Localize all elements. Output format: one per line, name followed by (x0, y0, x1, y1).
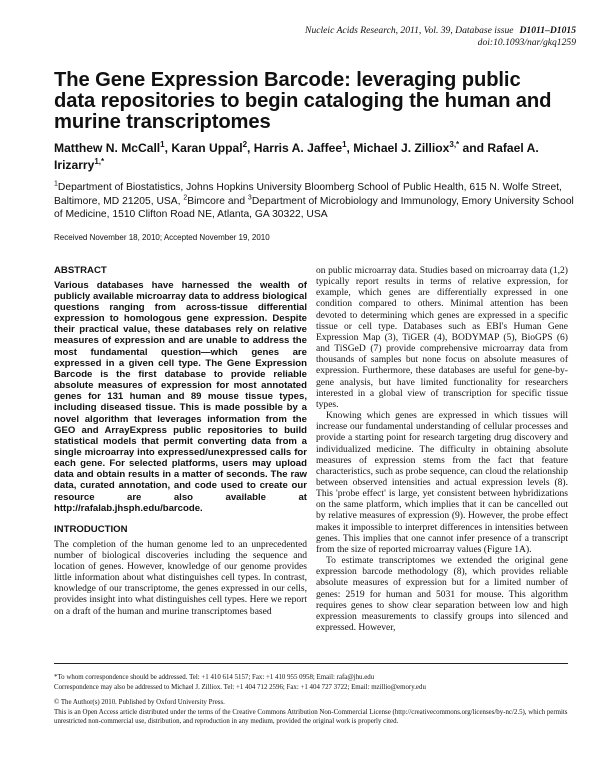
journal-citation: Nucleic Acids Research, 2011, Vol. 39, Database issue (305, 25, 514, 36)
author-affiliation-mark: 2 (242, 139, 248, 149)
author-name: Karan Uppal (171, 141, 243, 155)
correspondence-footnote: *To whom correspondence should be addressed. Tel: +1 410 614 5157; Fax: +1 410 955 0958; Email: rafa@jhu.edu (54, 674, 375, 681)
author-affiliation-mark: 3,* (449, 139, 460, 149)
author-name: Rafael A. Irizarry (54, 141, 539, 172)
running-head (270, 25, 576, 49)
left-column (54, 265, 307, 617)
body-paragraph: Knowing which genes are expressed in which tissues will increase our fundamental understanding of cellular processes and provide a starting point for research targeting drug discovery and individualized medicine. The difficulty in obtaining absolute measures of expression stems from the fact that feature characteristics, such as probe sequence, can cloud the relationship between observed intensities and actual expression levels (8). This 'probe effect' is large, yet consistent between hybridizations on the same platform, which implies that it can be cancelled out by relative measures of expression (9). However, the probe effect makes it impossible to interpret differences in intensities between genes. This implies that one cannot infer presence of a transcript from the size of reported microarray values (Figure 1A). (316, 410, 568, 555)
author-name: Michael J. Zilliox (353, 141, 450, 155)
abstract-heading: ABSTRACT (54, 265, 107, 276)
author-list: Matthew N. McCall$^1$, Karan Uppal$^2$, Harris A. Jaffee$^1$, Michael J. Zilliox$^{3,*}$ and Rafael A. Irizarry$^{1,*}$ (54, 139, 539, 172)
affiliation-text: Department of Microbiology and Immunology, Emory University School of Medicine, 1510 Clifton Road NE, Atlanta, GA 30322, USA (54, 195, 574, 221)
body-paragraph: The completion of the human genome led to an unprecedented number of biological discoveries including the sequence and location of genes. However, knowledge of our genome provides little information about what distinguishes cell types. In contrast, knowledge of our transcriptome, the genes expressed in our cells, provides insight into what distinguishes cell types. Here we report on a draft of the human and murine transcriptomes based (54, 538, 307, 617)
author-name: Matthew N. McCall (54, 141, 161, 155)
author-affiliation-mark: 1 (160, 139, 165, 149)
received-dates: Received November 18, 2010; Accepted November 19, 2010 (54, 233, 270, 242)
footnote-divider (54, 663, 568, 664)
corresponding-author-star: * (456, 139, 460, 149)
abstract-text: Various databases have harnessed the wealth of publicly available microarray data to address biological questions ranging from across-tissue differential expression to homologous gene expression. Despite their practical value, these databases rely on relative measures of expression and are unable to address the most fundamental question—which genes are expressed in a given cell type. The Gene Expression Barcode is the first database to provide reliable absolute measures of expression for most annotated genes for 131 human and 89 mouse tissue types, including diseased tissue. This is made possible by a novel algorithm that leverages information from the GEO and ArrayExpress public repositories to build statistical models that permit converting data from a single microarray into expressed/unexpressed calls for each gene. For selected platforms, users may upload data and obtain results in a matter of seconds. The raw data, curated annotation, and code used to create our resource are also available at http://rafalab.jhsph.edu/barcode. (54, 279, 307, 514)
affiliation-number: 3 (247, 194, 252, 202)
body-paragraph: on public microarray data. Studies based on microarray data (1,2) typically report results in terms of relative expression, for example, which genes are differentially expressed in one condition compared to others. Minimal attention has been devoted to determining which genes are expressed in a specific tissue or cell type. Databases such as EBI's Human Gene Expression Map (3), TiGER (4), BODYMAP (5), BioGPS (6) and TiSGeD (7) provide comprehensive microarray data from thousands of samples but none focus on absolute measures of expression. Furthermore, these databases are useful for gene-by-gene analysis, but have limited functionality for researchers interested in a global view of transcription for specific tissue types. (316, 265, 568, 410)
introduction-heading: INTRODUCTION (54, 523, 128, 535)
affiliation-number: 1 (54, 180, 58, 188)
copyright-notice: © The Author(s) 2010. Published by Oxford University Press. (54, 699, 225, 707)
author-affiliation-mark: 1,* (94, 156, 105, 166)
license-notice: This is an Open Access article distributed under the terms of the Creative Commons Attribution Non-Commercial License (http://creativecommons.org/licenses/by-nc/2.5), which permits unrestricted non-commercial use, distribution, and reproduction in any medium, provided the original work is properly cited. (54, 708, 568, 726)
affiliations (54, 181, 574, 222)
corresponding-author-star: * (101, 156, 105, 166)
author-name: Harris A. Jaffee (253, 141, 343, 155)
page-range: D1011–D1015 (519, 25, 576, 36)
affiliation-text: Bimcore and (187, 195, 248, 207)
body-paragraph: To estimate transcriptomes we extended the original gene expression barcode methodology (8), which provides reliable absolute measures of expression but for a limited number of genes: 2519 for human and 5031 for mouse. This algorithm requires genes to show clear separation between low and high expression measurements to classify groups into silenced and expressed. However, (316, 555, 568, 633)
affiliation-text: Department of Biostatistics, Johns Hopkins University Bloomberg School of Public Health, 615 N. Wolfe Street, Baltimore, MD 21205, USA, (54, 182, 562, 207)
right-column (316, 265, 568, 633)
footnotes (54, 673, 574, 727)
affiliation-number: 2 (183, 194, 188, 202)
correspondence-footnote: Correspondence may also be addressed to Michael J. Zilliox. Tel: +1 404 712 2596; Fax: +1 404 727 3722; Email: mzillio@emory.edu (54, 683, 426, 691)
author-affiliation-mark: 1 (342, 139, 347, 149)
article-title: The Gene Expression Barcode: leveraging public data repositories to begin cataloging the human and murine transcriptomes (54, 69, 552, 133)
doi[interactable]: doi:10.1093/nar/gkq1259 (477, 37, 576, 48)
